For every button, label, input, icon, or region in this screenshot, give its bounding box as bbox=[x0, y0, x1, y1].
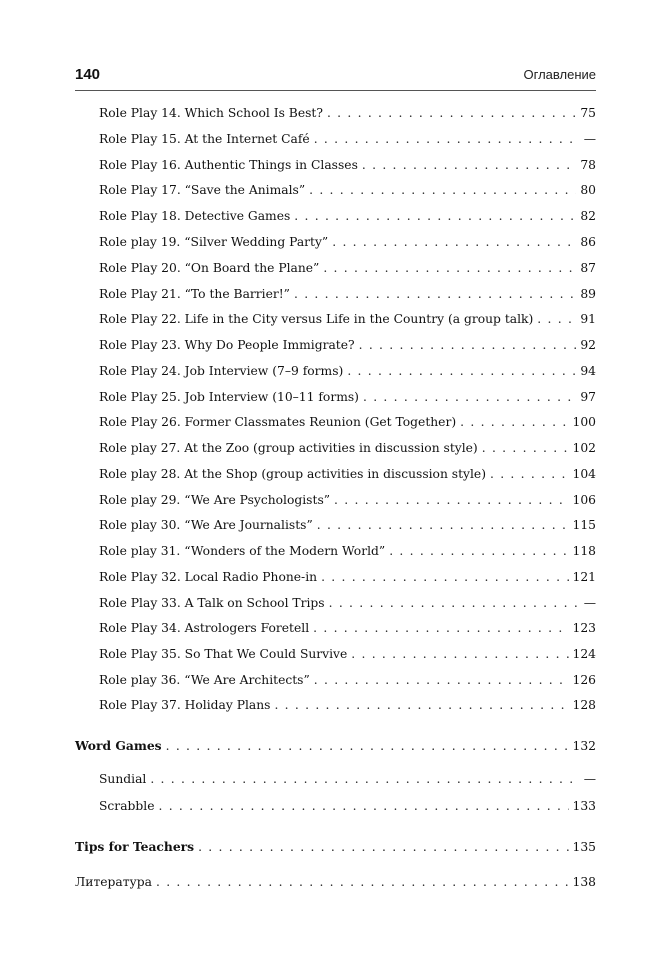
dot-leader bbox=[158, 799, 568, 813]
dot-leader bbox=[294, 287, 576, 301]
dot-leader bbox=[314, 132, 580, 146]
toc-entry-page: 80 bbox=[580, 183, 596, 197]
toc-section-literature[interactable] bbox=[75, 875, 596, 895]
toc-entry[interactable] bbox=[99, 287, 596, 307]
toc-entry-title: Role Play 23. Why Do People Immigrate? bbox=[99, 338, 355, 352]
dot-leader bbox=[317, 518, 569, 532]
dot-leader bbox=[274, 698, 568, 712]
toc-entry-title: Role play 19. “Silver Wedding Party” bbox=[99, 235, 329, 249]
toc-entry-title: Role Play 22. Life in the City versus Life in the Country (a group talk) bbox=[99, 312, 534, 326]
toc-entry-title: Role Play 18. Detective Games bbox=[99, 209, 291, 223]
toc-entry[interactable] bbox=[99, 106, 596, 126]
toc-entry[interactable] bbox=[99, 312, 596, 332]
toc-entry[interactable] bbox=[99, 518, 596, 538]
toc-entry-title: Role Play 16. Authentic Things in Classes bbox=[99, 158, 358, 172]
toc-entry-title: Role Play 32. Local Radio Phone-in bbox=[99, 570, 318, 584]
toc-entry-page: 126 bbox=[572, 673, 596, 687]
toc-entry-title: Sundial bbox=[99, 772, 147, 786]
toc-entry-title: Role Play 15. At the Internet Café bbox=[99, 132, 310, 146]
toc-entry-page: 87 bbox=[580, 261, 596, 275]
dot-leader bbox=[313, 621, 568, 635]
toc-entry-page: 82 bbox=[580, 209, 596, 223]
toc-entry-title: Role Play 25. Job Interview (10–11 forms) bbox=[99, 390, 359, 404]
dot-leader bbox=[351, 647, 568, 661]
toc-entry-title: Role play 28. At the Shop (group activities in discussion style) bbox=[99, 467, 486, 481]
toc-entry-page: — bbox=[583, 772, 596, 786]
toc-entry-page: 124 bbox=[572, 647, 596, 661]
toc-entry-title: Role Play 21. “To the Barrier!” bbox=[99, 287, 290, 301]
toc-entry[interactable] bbox=[99, 441, 596, 461]
toc-entry-page: 132 bbox=[572, 739, 596, 753]
toc-entry-page: 89 bbox=[580, 287, 596, 301]
dot-leader bbox=[332, 235, 576, 249]
toc-entry[interactable] bbox=[99, 544, 596, 564]
dot-leader bbox=[334, 493, 568, 507]
dot-leader bbox=[150, 772, 579, 786]
toc-entry-title: Role play 31. “Wonders of the Modern World” bbox=[99, 544, 386, 558]
toc-entry-title: Role Play 37. Holiday Plans bbox=[99, 698, 271, 712]
toc-entry-title: Role Play 24. Job Interview (7–9 forms) bbox=[99, 364, 344, 378]
toc-entry[interactable] bbox=[99, 132, 596, 152]
page-number: 140 bbox=[75, 66, 101, 83]
dot-leader bbox=[166, 739, 569, 753]
toc-section-word-games[interactable] bbox=[75, 738, 596, 758]
toc-section-title: Tips for Teachers bbox=[75, 839, 195, 854]
toc-section-title: Литература bbox=[75, 875, 152, 889]
toc-entry[interactable] bbox=[99, 364, 596, 384]
toc-entry-title: Role play 36. “We Are Architects” bbox=[99, 673, 310, 687]
toc-entry[interactable] bbox=[99, 158, 596, 178]
dot-leader bbox=[156, 875, 569, 889]
toc-entry[interactable] bbox=[99, 772, 596, 792]
toc-entry-page: — bbox=[583, 596, 596, 610]
dot-leader bbox=[490, 467, 569, 481]
toc-entry-page: 123 bbox=[572, 621, 596, 635]
toc-entry-page: 104 bbox=[572, 467, 596, 481]
toc-entry-page: 92 bbox=[580, 338, 596, 352]
dot-leader bbox=[323, 261, 576, 275]
toc-entry-page: 102 bbox=[572, 441, 596, 455]
dot-leader bbox=[362, 158, 576, 172]
toc-entry-page: — bbox=[583, 132, 596, 146]
running-title: Оглавление bbox=[523, 67, 596, 82]
toc-entry-page: 121 bbox=[572, 570, 596, 584]
dot-leader bbox=[537, 312, 576, 326]
toc-entry-page: 94 bbox=[580, 364, 596, 378]
toc-entry[interactable] bbox=[99, 415, 596, 435]
toc-entry-page: 106 bbox=[572, 493, 596, 507]
toc-entry-page: 100 bbox=[572, 415, 596, 429]
toc-entry-page: 75 bbox=[580, 106, 596, 120]
toc-entry[interactable] bbox=[99, 467, 596, 487]
dot-leader bbox=[363, 390, 576, 404]
toc-entry-title: Role play 29. “We Are Psychologists” bbox=[99, 493, 331, 507]
toc-entry-page: 97 bbox=[580, 390, 596, 404]
toc-entry[interactable] bbox=[99, 647, 596, 667]
toc-entry-page: 78 bbox=[580, 158, 596, 172]
toc-entry-page: 118 bbox=[572, 544, 596, 558]
toc-entry-title: Role Play 20. “On Board the Plane” bbox=[99, 261, 320, 275]
toc-entry-title: Role Play 33. A Talk on School Trips bbox=[99, 596, 325, 610]
toc-entry-title: Role play 27. At the Zoo (group activities in discussion style) bbox=[99, 441, 478, 455]
toc-entry[interactable] bbox=[99, 209, 596, 229]
toc-section-tips-for-teachers[interactable] bbox=[75, 839, 596, 859]
toc-entry[interactable] bbox=[99, 493, 596, 513]
dot-leader bbox=[198, 840, 568, 854]
toc-entry[interactable] bbox=[99, 390, 596, 410]
toc-entry[interactable] bbox=[99, 621, 596, 641]
toc-entry[interactable] bbox=[99, 673, 596, 693]
toc-entry-title: Role Play 17. “Save the Animals” bbox=[99, 183, 306, 197]
toc-entry-page: 128 bbox=[572, 698, 596, 712]
toc-entry[interactable] bbox=[99, 698, 596, 718]
toc-entry[interactable] bbox=[99, 338, 596, 358]
toc-entry[interactable] bbox=[99, 570, 596, 590]
toc-entry-title: Role Play 14. Which School Is Best? bbox=[99, 106, 323, 120]
toc-entry-title: Scrabble bbox=[99, 799, 155, 813]
toc-entry-title: Role Play 26. Former Classmates Reunion (Get Together) bbox=[99, 415, 457, 429]
toc-entry[interactable] bbox=[99, 183, 596, 203]
dot-leader bbox=[294, 209, 576, 223]
toc-entry-page: 138 bbox=[572, 875, 596, 889]
toc-entry-title: Role Play 34. Astrologers Foretell bbox=[99, 621, 310, 635]
dot-leader bbox=[309, 183, 576, 197]
dot-leader bbox=[389, 544, 568, 558]
toc-entry-page: 115 bbox=[572, 518, 596, 532]
toc-entry-page: 91 bbox=[580, 312, 596, 326]
toc-entry[interactable] bbox=[99, 235, 596, 255]
dot-leader bbox=[347, 364, 576, 378]
toc-entry-title: Role play 30. “We Are Journalists” bbox=[99, 518, 313, 532]
dot-leader bbox=[482, 441, 569, 455]
toc-entry[interactable] bbox=[99, 596, 596, 616]
toc-entry[interactable] bbox=[99, 799, 596, 819]
toc-section-title: Word Games bbox=[75, 738, 162, 753]
toc-entry-page: 135 bbox=[572, 840, 596, 854]
dot-leader bbox=[314, 673, 569, 687]
dot-leader bbox=[329, 596, 580, 610]
toc-entry[interactable] bbox=[99, 261, 596, 281]
dot-leader bbox=[460, 415, 568, 429]
dot-leader bbox=[327, 106, 576, 120]
dot-leader bbox=[359, 338, 577, 352]
toc-entry-page: 86 bbox=[580, 235, 596, 249]
dot-leader bbox=[321, 570, 568, 584]
toc-entry-title: Role Play 35. So That We Could Survive bbox=[99, 647, 348, 661]
toc-entry-page: 133 bbox=[572, 799, 596, 813]
